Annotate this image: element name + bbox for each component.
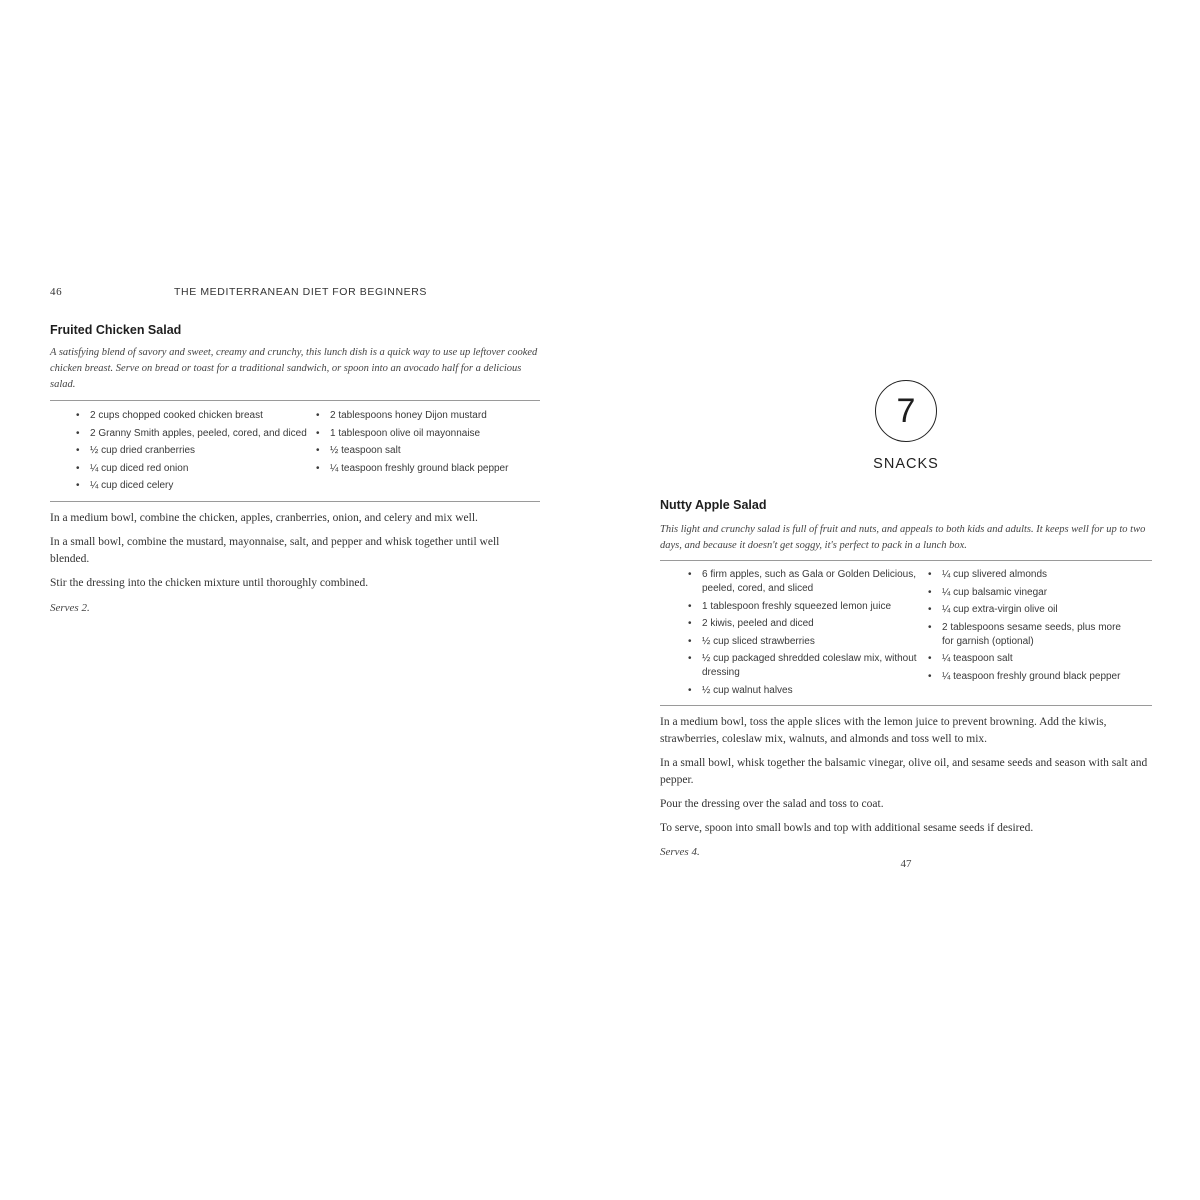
ingredient-item: • ¼ cup balsamic vinegar xyxy=(926,586,1126,600)
ingredients-list xyxy=(50,401,540,501)
chapter-heading xyxy=(660,380,1152,472)
chapter-number: 7 xyxy=(896,391,916,430)
divider xyxy=(660,705,1152,706)
ingredient-item: • ¼ cup diced celery xyxy=(74,479,314,493)
ingredient-item: • 2 cups chopped cooked chicken breast xyxy=(74,409,314,423)
ingredient-item: • ½ teaspoon salt xyxy=(314,444,524,458)
ingredient-item: • ½ cup packaged shredded coleslaw mix, without dressing xyxy=(686,652,926,680)
recipe-title: Nutty Apple Salad xyxy=(660,498,767,512)
ingredient-item: • 1 tablespoon freshly squeezed lemon juice xyxy=(686,600,926,614)
ingredient-item: • ¼ teaspoon freshly ground black pepper xyxy=(926,670,1126,684)
recipe-step: Pour the dressing over the salad and toss to coat. xyxy=(660,798,884,810)
ingredient-item: • 2 tablespoons honey Dijon mustard xyxy=(314,409,524,423)
ingredient-item: • ¼ teaspoon freshly ground black pepper xyxy=(314,462,524,476)
right-page xyxy=(660,380,1152,870)
page-number: 46 xyxy=(50,286,63,298)
ingredient-item: • ¼ cup extra-virgin olive oil xyxy=(926,603,1126,617)
recipe-serves: Serves 4. xyxy=(660,846,700,858)
recipe-step: Stir the dressing into the chicken mixture until thoroughly combined. xyxy=(50,576,369,589)
ingredient-item: • ¼ teaspoon salt xyxy=(926,652,1126,666)
chapter-name: SNACKS xyxy=(873,456,939,472)
recipe-serves: Serves 2. xyxy=(50,601,90,614)
ingredient-item: • 2 tablespoons sesame seeds, plus more for garnish (optional) xyxy=(926,621,1126,649)
chapter-number-circle xyxy=(875,380,937,442)
ingredient-item: • ¼ cup slivered almonds xyxy=(926,568,1126,582)
ingredient-item: • 6 firm apples, such as Gala or Golden Delicious, peeled, cored, and sliced xyxy=(686,568,926,596)
ingredients-column-2 xyxy=(926,568,1126,701)
recipe-step: In a small bowl, whisk together the balsamic vinegar, olive oil, and sesame seeds and season with salt and pepper. xyxy=(660,757,1148,786)
recipe-intro: This light and crunchy salad is full of fruit and nuts, and appeals to both kids and adults. It keeps well for up to two days, and because it doesn't get soggy, it's perfect to pack in a lunch box. xyxy=(660,524,1146,551)
book-title: THE MEDITERRANEAN DIET FOR BEGINNERS xyxy=(174,286,428,298)
ingredients-list xyxy=(660,561,1152,705)
ingredient-item: • ½ cup dried cranberries xyxy=(74,444,314,458)
ingredient-item: • ½ cup walnut halves xyxy=(686,684,926,698)
recipe-step: In a small bowl, combine the mustard, mayonnaise, salt, and pepper and whisk together until well blended. xyxy=(50,535,500,565)
ingredients-column-2 xyxy=(314,409,524,497)
ingredient-item: • ½ cup sliced strawberries xyxy=(686,635,926,649)
recipe-step: In a medium bowl, combine the chicken, apples, cranberries, onion, and celery and mix well. xyxy=(50,511,478,524)
ingredient-item: • 1 tablespoon olive oil mayonnaise xyxy=(314,427,524,441)
left-page xyxy=(50,282,540,614)
ingredient-item: • ¼ cup diced red onion xyxy=(74,462,314,476)
ingredient-item: • 2 Granny Smith apples, peeled, cored, and diced xyxy=(74,427,314,441)
divider xyxy=(50,501,540,502)
recipe-title: Fruited Chicken Salad xyxy=(50,323,182,337)
recipe-intro: A satisfying blend of savory and sweet, creamy and crunchy, this lunch dish is a quick way to use up leftover cooked chicken breast. Serve on bread or toast for a traditional sandwich, or spoon into an avocado half for a delicious salad. xyxy=(50,347,538,390)
ingredient-item: • 2 kiwis, peeled and diced xyxy=(686,617,926,631)
page-number: 47 xyxy=(900,858,912,870)
ingredients-column-1 xyxy=(686,568,926,701)
ingredients-column-1 xyxy=(74,409,314,497)
recipe-step: In a medium bowl, toss the apple slices with the lemon juice to prevent browning. Add the kiwis, strawberries, coleslaw mix, walnuts, and almonds and toss well to mix. xyxy=(660,716,1107,745)
running-head xyxy=(50,282,540,302)
recipe-step: To serve, spoon into small bowls and top with additional sesame seeds if desired. xyxy=(660,822,1034,834)
